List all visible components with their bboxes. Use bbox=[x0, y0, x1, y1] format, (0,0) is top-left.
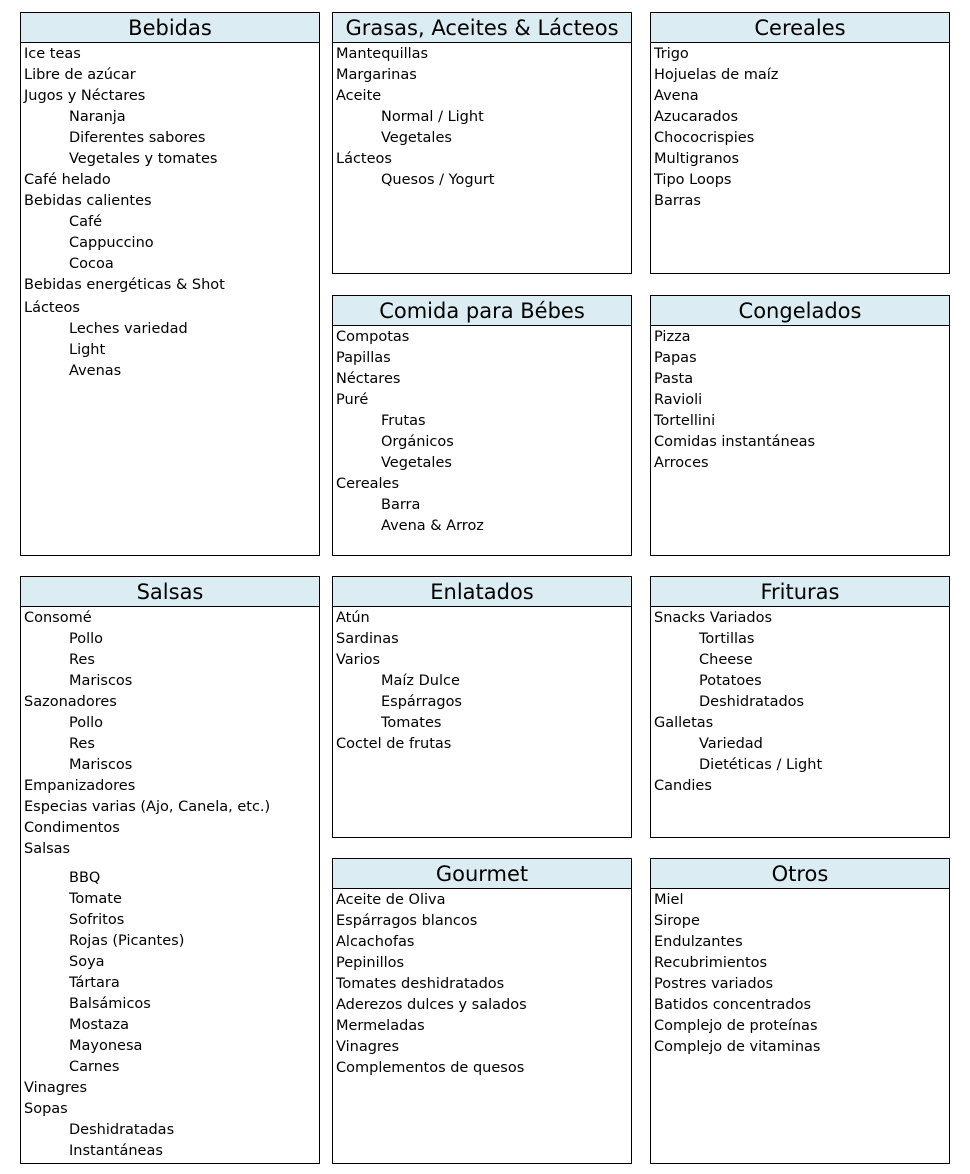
category-box-frituras bbox=[650, 576, 950, 838]
list-item: Aceite de Oliva bbox=[336, 892, 446, 908]
list-item: Hojuelas de maíz bbox=[654, 67, 779, 83]
list-subitem: Rojas (Picantes) bbox=[69, 933, 185, 949]
list-item: Pizza bbox=[654, 329, 691, 345]
list-item: Tomates deshidratados bbox=[336, 976, 505, 992]
category-item-list bbox=[333, 607, 631, 755]
list-item: Bebidas energéticas & Shot bbox=[24, 277, 225, 293]
list-subitem: Orgánicos bbox=[381, 434, 454, 450]
list-item: Papas bbox=[654, 350, 697, 366]
list-subitem: Vegetales bbox=[381, 130, 452, 146]
list-item: Margarinas bbox=[336, 67, 417, 83]
category-item-list bbox=[21, 607, 319, 1162]
list-subitem: Instantáneas bbox=[69, 1143, 163, 1159]
list-item: Café helado bbox=[24, 172, 111, 188]
list-subitem: Cappuccino bbox=[69, 235, 154, 251]
category-box-otros bbox=[650, 858, 950, 1164]
list-item: Candies bbox=[654, 778, 712, 794]
list-item: Alcachofas bbox=[336, 934, 415, 950]
list-item: Aceite bbox=[336, 88, 382, 104]
category-item-list bbox=[651, 326, 949, 474]
list-item: Endulzantes bbox=[654, 934, 743, 950]
list-item: Néctares bbox=[336, 371, 401, 387]
category-title: Grasas, Aceites & Lácteos bbox=[333, 13, 631, 43]
list-subitem: Leches variedad bbox=[69, 321, 188, 337]
list-item: Consomé bbox=[24, 610, 92, 626]
list-subitem: Deshidratadas bbox=[69, 1122, 175, 1138]
list-item: Sazonadores bbox=[24, 694, 117, 710]
list-item: Pepinillos bbox=[336, 955, 405, 971]
category-title: Bebidas bbox=[21, 13, 319, 43]
list-item: Coctel de frutas bbox=[336, 736, 452, 752]
list-item: Aderezos dulces y salados bbox=[336, 997, 527, 1013]
list-subitem: Naranja bbox=[69, 109, 126, 125]
list-item: Empanizadores bbox=[24, 778, 136, 794]
category-box-grasas-aceites-lacteos bbox=[332, 12, 632, 274]
list-item: Chococrispies bbox=[654, 130, 755, 146]
list-item: Complementos de quesos bbox=[336, 1060, 525, 1076]
list-subitem: Sofritos bbox=[69, 912, 125, 928]
list-item: Complejo de proteínas bbox=[654, 1018, 818, 1034]
list-subitem: Frutas bbox=[381, 413, 426, 429]
list-subitem: Res bbox=[69, 652, 95, 668]
list-subitem: Potatoes bbox=[699, 673, 762, 689]
list-item: Ice teas bbox=[24, 46, 81, 62]
list-item: Tortellini bbox=[654, 413, 716, 429]
list-item: Comidas instantáneas bbox=[654, 434, 816, 450]
category-box-salsas bbox=[20, 576, 320, 1164]
list-item: Vinagres bbox=[24, 1080, 88, 1096]
list-item: Mantequillas bbox=[336, 46, 429, 62]
category-item-list bbox=[651, 607, 949, 797]
list-item: Ravioli bbox=[654, 392, 703, 408]
list-item: Complejo de vitaminas bbox=[654, 1039, 821, 1055]
list-subitem: Mariscos bbox=[69, 673, 133, 689]
category-box-congelados bbox=[650, 295, 950, 556]
list-subitem: Pollo bbox=[69, 715, 104, 731]
list-subitem: Dietéticas / Light bbox=[699, 757, 823, 773]
list-item: Lácteos bbox=[24, 300, 80, 316]
category-box-enlatados bbox=[332, 576, 632, 838]
list-subitem: Quesos / Yogurt bbox=[381, 172, 495, 188]
list-item: Condimentos bbox=[24, 820, 120, 836]
category-item-list bbox=[651, 889, 949, 1058]
category-title: Otros bbox=[651, 859, 949, 889]
list-subitem: Avenas bbox=[69, 363, 122, 379]
list-item: Batidos concentrados bbox=[654, 997, 812, 1013]
list-subitem: Deshidratados bbox=[699, 694, 805, 710]
category-title: Salsas bbox=[21, 577, 319, 607]
list-subitem: Barra bbox=[381, 497, 421, 513]
list-subitem: Avena & Arroz bbox=[381, 518, 484, 534]
list-item: Sardinas bbox=[336, 631, 399, 647]
list-item: Barras bbox=[654, 193, 701, 209]
list-subitem: Light bbox=[69, 342, 106, 358]
list-item: Miel bbox=[654, 892, 684, 908]
list-item: Postres variados bbox=[654, 976, 774, 992]
list-subitem: Pollo bbox=[69, 631, 104, 647]
list-subitem: Carnes bbox=[69, 1059, 120, 1075]
list-subitem: Tortillas bbox=[699, 631, 755, 647]
list-subitem: Normal / Light bbox=[381, 109, 484, 125]
list-item: Salsas bbox=[24, 841, 71, 857]
list-item: Atún bbox=[336, 610, 370, 626]
category-item-list bbox=[651, 43, 949, 212]
list-item: Arroces bbox=[654, 455, 709, 471]
list-item: Bebidas calientes bbox=[24, 193, 152, 209]
list-subitem: BBQ bbox=[69, 870, 101, 886]
list-item: Trigo bbox=[654, 46, 689, 62]
category-item-list bbox=[333, 43, 631, 191]
category-item-list bbox=[333, 326, 631, 537]
list-item: Multigranos bbox=[654, 151, 740, 167]
category-box-cereales bbox=[650, 12, 950, 274]
list-subitem: Mayonesa bbox=[69, 1038, 143, 1054]
category-box-bebidas bbox=[20, 12, 320, 556]
list-item: Vinagres bbox=[336, 1039, 400, 1055]
list-item: Azucarados bbox=[654, 109, 739, 125]
list-subitem: Café bbox=[69, 214, 103, 230]
list-subitem: Tomate bbox=[69, 891, 122, 907]
list-item: Sirope bbox=[654, 913, 700, 929]
list-subitem: Vegetales y tomates bbox=[69, 151, 218, 167]
category-title: Gourmet bbox=[333, 859, 631, 889]
list-subitem: Cheese bbox=[699, 652, 753, 668]
list-subitem: Maíz Dulce bbox=[381, 673, 460, 689]
category-title: Enlatados bbox=[333, 577, 631, 607]
list-subitem: Vegetales bbox=[381, 455, 452, 471]
list-item: Avena bbox=[654, 88, 699, 104]
list-subitem: Cocoa bbox=[69, 256, 114, 272]
list-subitem: Variedad bbox=[699, 736, 763, 752]
list-subitem: Res bbox=[69, 736, 95, 752]
list-item: Papillas bbox=[336, 350, 391, 366]
list-subitem: Balsámicos bbox=[69, 996, 151, 1012]
category-box-gourmet bbox=[332, 858, 632, 1164]
category-box-comida-para-bebes bbox=[332, 295, 632, 556]
category-item-list bbox=[21, 43, 319, 382]
category-title: Congelados bbox=[651, 296, 949, 326]
category-title: Cereales bbox=[651, 13, 949, 43]
list-item: Pasta bbox=[654, 371, 694, 387]
list-item: Varios bbox=[336, 652, 381, 668]
list-subitem: Soya bbox=[69, 954, 105, 970]
list-subitem: Mariscos bbox=[69, 757, 133, 773]
list-item: Libre de azúcar bbox=[24, 67, 136, 83]
list-item: Galletas bbox=[654, 715, 714, 731]
list-item: Recubrimientos bbox=[654, 955, 768, 971]
list-subitem: Diferentes sabores bbox=[69, 130, 206, 146]
category-title: Comida para Bébes bbox=[333, 296, 631, 326]
list-item: Snacks Variados bbox=[654, 610, 772, 626]
category-title: Frituras bbox=[651, 577, 949, 607]
list-subitem: Espárragos bbox=[381, 694, 462, 710]
list-item: Espárragos blancos bbox=[336, 913, 478, 929]
list-subitem: Mostaza bbox=[69, 1017, 130, 1033]
list-item: Sopas bbox=[24, 1101, 68, 1117]
list-item: Jugos y Néctares bbox=[24, 88, 146, 104]
list-subitem: Tártara bbox=[69, 975, 120, 991]
category-item-list bbox=[333, 889, 631, 1079]
list-subitem: Tomates bbox=[381, 715, 442, 731]
list-item: Puré bbox=[336, 392, 369, 408]
list-item: Mermeladas bbox=[336, 1018, 425, 1034]
list-item: Cereales bbox=[336, 476, 399, 492]
list-item: Tipo Loops bbox=[654, 172, 732, 188]
list-item: Especias varias (Ajo, Canela, etc.) bbox=[24, 799, 271, 815]
list-item: Compotas bbox=[336, 329, 410, 345]
list-item: Lácteos bbox=[336, 151, 392, 167]
